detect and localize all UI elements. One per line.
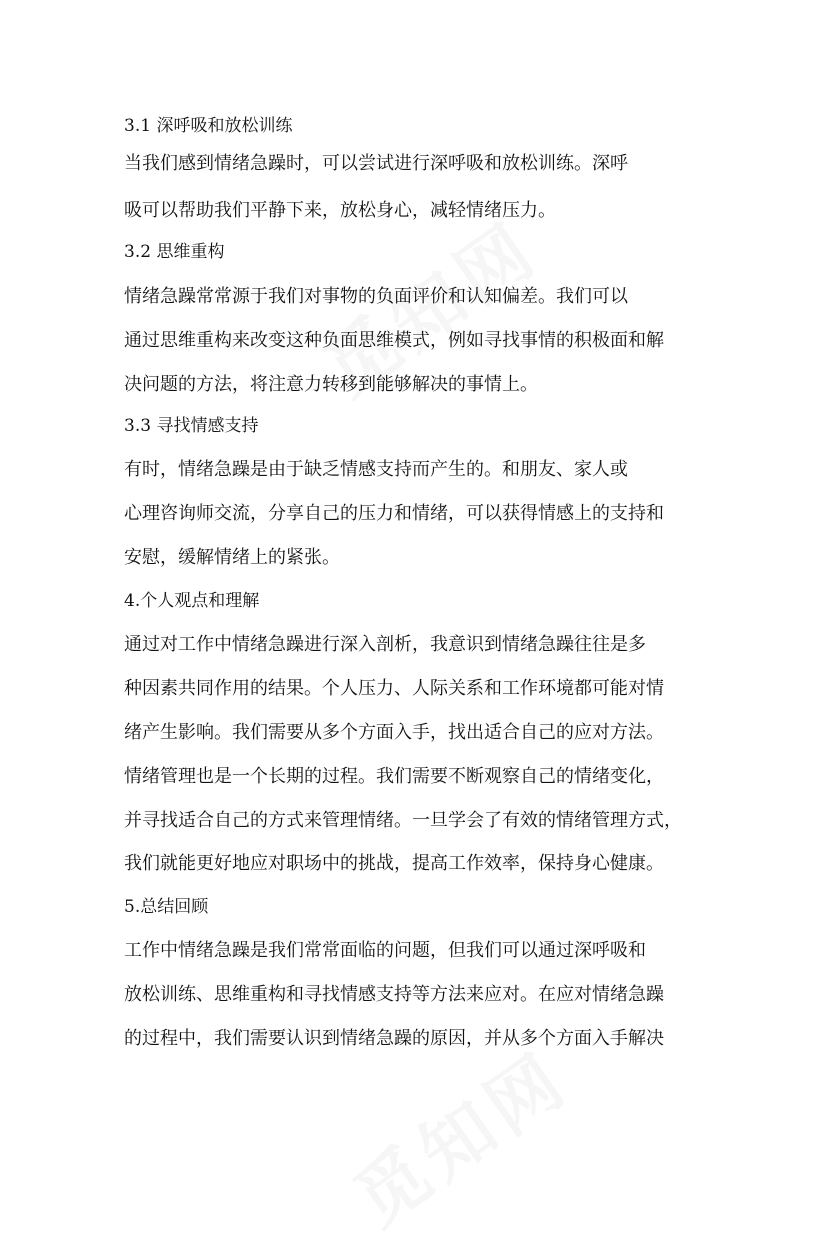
- paragraph-line: 有时，情绪急躁是由于缺乏情感支持而产生的。和朋友、家人或: [124, 459, 628, 480]
- watermark: [330, 1022, 586, 1245]
- paragraph-line: 决问题的方法，将注意力转移到能够解决的事情上。: [124, 374, 538, 395]
- paragraph-line: 情绪管理也是一个长期的过程。我们需要不断观察自己的情绪变化，: [124, 766, 664, 787]
- section-heading: 4.个人观点和理解: [124, 591, 260, 611]
- paragraph-line: 吸可以帮助我们平静下来，放松身心，减轻情绪压力。: [124, 200, 556, 221]
- paragraph-line: 通过思维重构来改变这种负面思维模式，例如寻找事情的积极面和解: [124, 330, 664, 351]
- paragraph-line: 心理咨询师交流，分享自己的压力和情绪，可以获得情感上的支持和: [124, 503, 664, 524]
- paragraph-line: 当我们感到情绪急躁时，可以尝试进行深呼吸和放松训练。深呼: [124, 153, 628, 174]
- paragraph-line: 放松训练、思维重构和寻找情感支持等方法来应对。在应对情绪急躁: [124, 984, 664, 1005]
- section-heading: 3.3 寻找情感支持: [124, 416, 259, 436]
- section-heading: 5.总结回顾: [124, 897, 209, 917]
- paragraph-line: 绪产生影响。我们需要从多个方面入手，找出适合自己的应对方法。: [124, 722, 664, 743]
- section-heading: 3.2 思维重构: [124, 242, 225, 262]
- paragraph-line: 种因素共同作用的结果。个人压力、人际关系和工作环境都可能对情: [124, 678, 664, 699]
- paragraph-line: 的过程中，我们需要认识到情绪急躁的原因，并从多个方面入手解决: [124, 1028, 664, 1049]
- paragraph-line: 我们就能更好地应对职场中的挑战，提高工作效率，保持身心健康。: [124, 853, 664, 874]
- paragraph-line: 安慰，缓解情绪上的紧张。: [124, 547, 340, 568]
- section-heading: 3.1 深呼吸和放松训练: [124, 116, 293, 136]
- paragraph-line: 通过对工作中情绪急躁进行深入剖析，我意识到情绪急躁往往是多: [124, 634, 646, 655]
- paragraph-line: 工作中情绪急躁是我们常常面临的问题，但我们可以通过深呼吸和: [124, 940, 646, 961]
- paragraph-line: 情绪急躁常常源于我们对事物的负面评价和认知偏差。我们可以: [124, 286, 628, 307]
- paragraph-line: 并寻找适合自己的方式来管理情绪。一旦学会了有效的情绪管理方式，: [124, 810, 682, 831]
